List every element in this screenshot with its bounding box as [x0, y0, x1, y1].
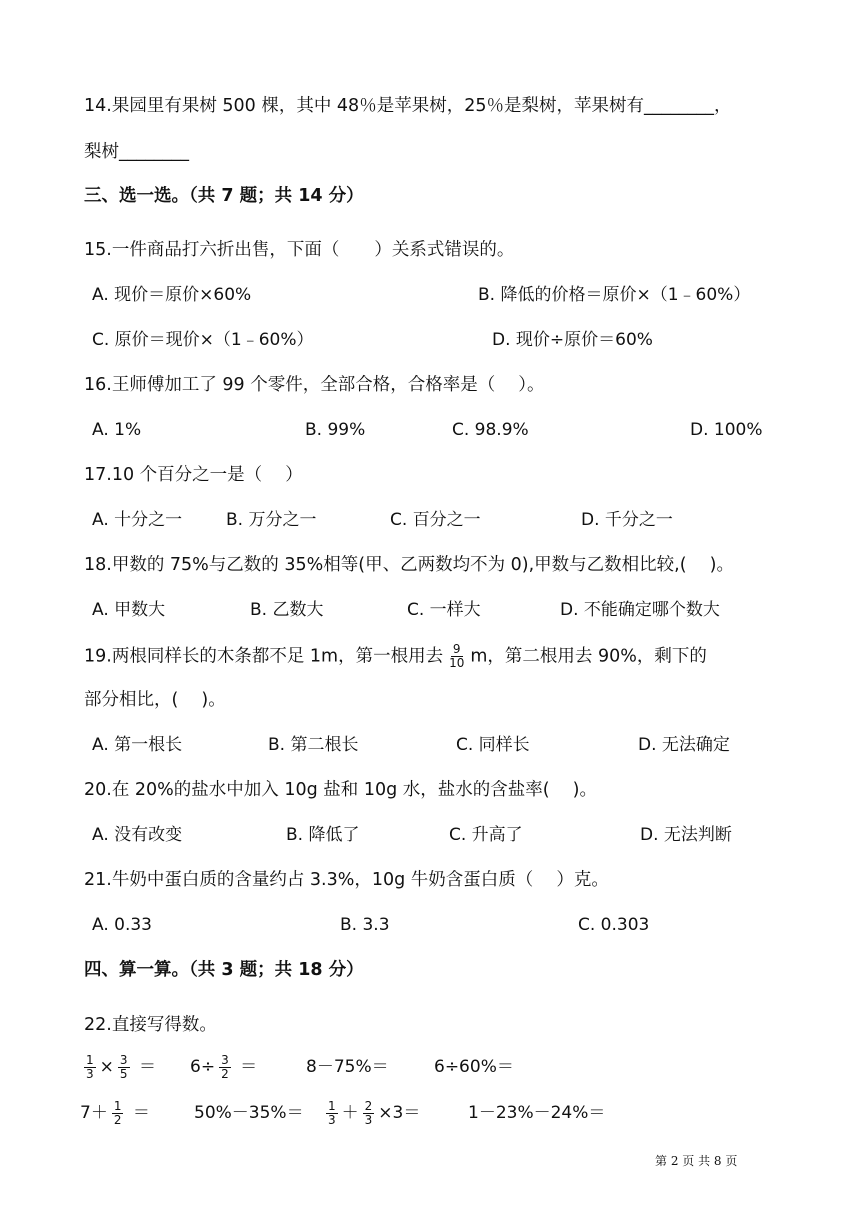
fraction-one-third: $\frac{1}{3}$ [86, 1052, 94, 1081]
q16-option-d: D. 100% [690, 420, 763, 440]
question-17: 17.10 个百分之一是（ ） [84, 465, 303, 485]
q19-option-d: D. 无法确定 [638, 735, 730, 755]
q15-option-c: C. 原价＝现价×（1﹣60%） [92, 330, 314, 350]
question-15: 15.一件商品打六折出售，下面（ ）关系式错误的。 [84, 240, 515, 260]
q21-option-c: C. 0.303 [578, 915, 650, 935]
question-21: 21.牛奶中蛋白质的含量约占 3.3%，10g 牛奶含蛋白质（ ）克。 [84, 870, 609, 890]
question-16: 16.王师傅加工了 99 个零件，全部合格，合格率是（ ）。 [84, 375, 545, 395]
expression-3: 8－75%＝ [306, 1057, 389, 1077]
q17-option-d: D. 千分之一 [581, 510, 673, 530]
q18-option-c: C. 一样大 [407, 600, 481, 620]
expression-2: 6÷ $\frac{3}{2}$ ＝ [190, 1052, 258, 1081]
q20-option-b: B. 降低了 [286, 825, 360, 845]
section-4-title: 四、算一算。（共 3 题；共 18 分） [84, 960, 364, 980]
q19-option-b: B. 第二根长 [268, 735, 359, 755]
q18-option-b: B. 乙数大 [250, 600, 324, 620]
fraction-nine-tenths: $\frac{9}{10}$ [449, 642, 465, 670]
q21-option-a: A. 0.33 [92, 915, 152, 935]
question-19-line-1 [84, 643, 707, 670]
expression-4: 6÷60%＝ [434, 1057, 514, 1077]
q16-option-c: C. 98.9% [452, 420, 529, 440]
q20-option-c: C. 升高了 [449, 825, 523, 845]
expression-7: $\frac{1}{3}$ ＋ $\frac{2}{3}$ ×3＝ [328, 1098, 421, 1127]
q16-option-a: A. 1% [92, 420, 142, 440]
fraction-one-third-b: $\frac{1}{3}$ [328, 1098, 336, 1127]
q21-option-b: B. 3.3 [340, 915, 390, 935]
q15-option-b: B. 降低的价格＝原价×（1﹣60%） [478, 285, 751, 305]
q20-option-d: D. 无法判断 [640, 825, 732, 845]
q17-option-b: B. 万分之一 [226, 510, 317, 530]
q20-option-a: A. 没有改变 [92, 825, 183, 845]
fraction-two-thirds: $\frac{2}{3}$ [364, 1098, 373, 1127]
q15-option-a: A. 现价＝原价×60% [92, 285, 252, 305]
expression-1: $\frac{1}{3}$ × $\frac{3}{5}$ ＝ [86, 1052, 156, 1081]
q18-option-d: D. 不能确定哪个数大 [560, 600, 720, 620]
question-14-line-2: 梨树________ [84, 142, 189, 162]
question-18: 18.甲数的 75%与乙数的 35%相等(甲、乙两数均不为 0),甲数与乙数相比较,( )。 [84, 555, 734, 575]
question-19-text-a: 19.两根同样长的木条都不足 1m，第一根用去 [84, 646, 444, 667]
expression-8: 1－23%－24%＝ [468, 1103, 606, 1123]
expression-5: 7＋ $\frac{1}{2}$ ＝ [80, 1098, 150, 1127]
question-19-line-2: 部分相比，( )。 [84, 690, 226, 710]
q19-option-c: C. 同样长 [456, 735, 530, 755]
question-20: 20.在 20%的盐水中加入 10g 盐和 10g 水，盐水的含盐率( )。 [84, 780, 598, 800]
q15-option-d: D. 现价÷原价＝60% [492, 330, 653, 350]
question-22: 22.直接写得数。 [84, 1015, 217, 1035]
expression-6: 50%－35%＝ [194, 1103, 304, 1123]
section-3-title: 三、选一选。（共 7 题；共 14 分） [84, 186, 364, 206]
q19-option-a: A. 第一根长 [92, 735, 183, 755]
question-19-text-b: m，第二根用去 90%，剩下的 [470, 646, 707, 667]
fraction-three-halves: $\frac{3}{2}$ [221, 1052, 229, 1081]
q17-option-c: C. 百分之一 [390, 510, 481, 530]
question-14-line-1: 14.果园里有果树 500 棵，其中 48％是苹果树，25％是梨树，苹果树有________， [84, 96, 732, 116]
q16-option-b: B. 99% [305, 420, 366, 440]
q18-option-a: A. 甲数大 [92, 600, 166, 620]
fraction-three-fifths: $\frac{3}{5}$ [119, 1052, 128, 1081]
page-number: 第 2 页 共 8 页 [655, 1154, 738, 1168]
fraction-one-half: $\frac{1}{2}$ [113, 1098, 122, 1127]
q17-option-a: A. 十分之一 [92, 510, 183, 530]
